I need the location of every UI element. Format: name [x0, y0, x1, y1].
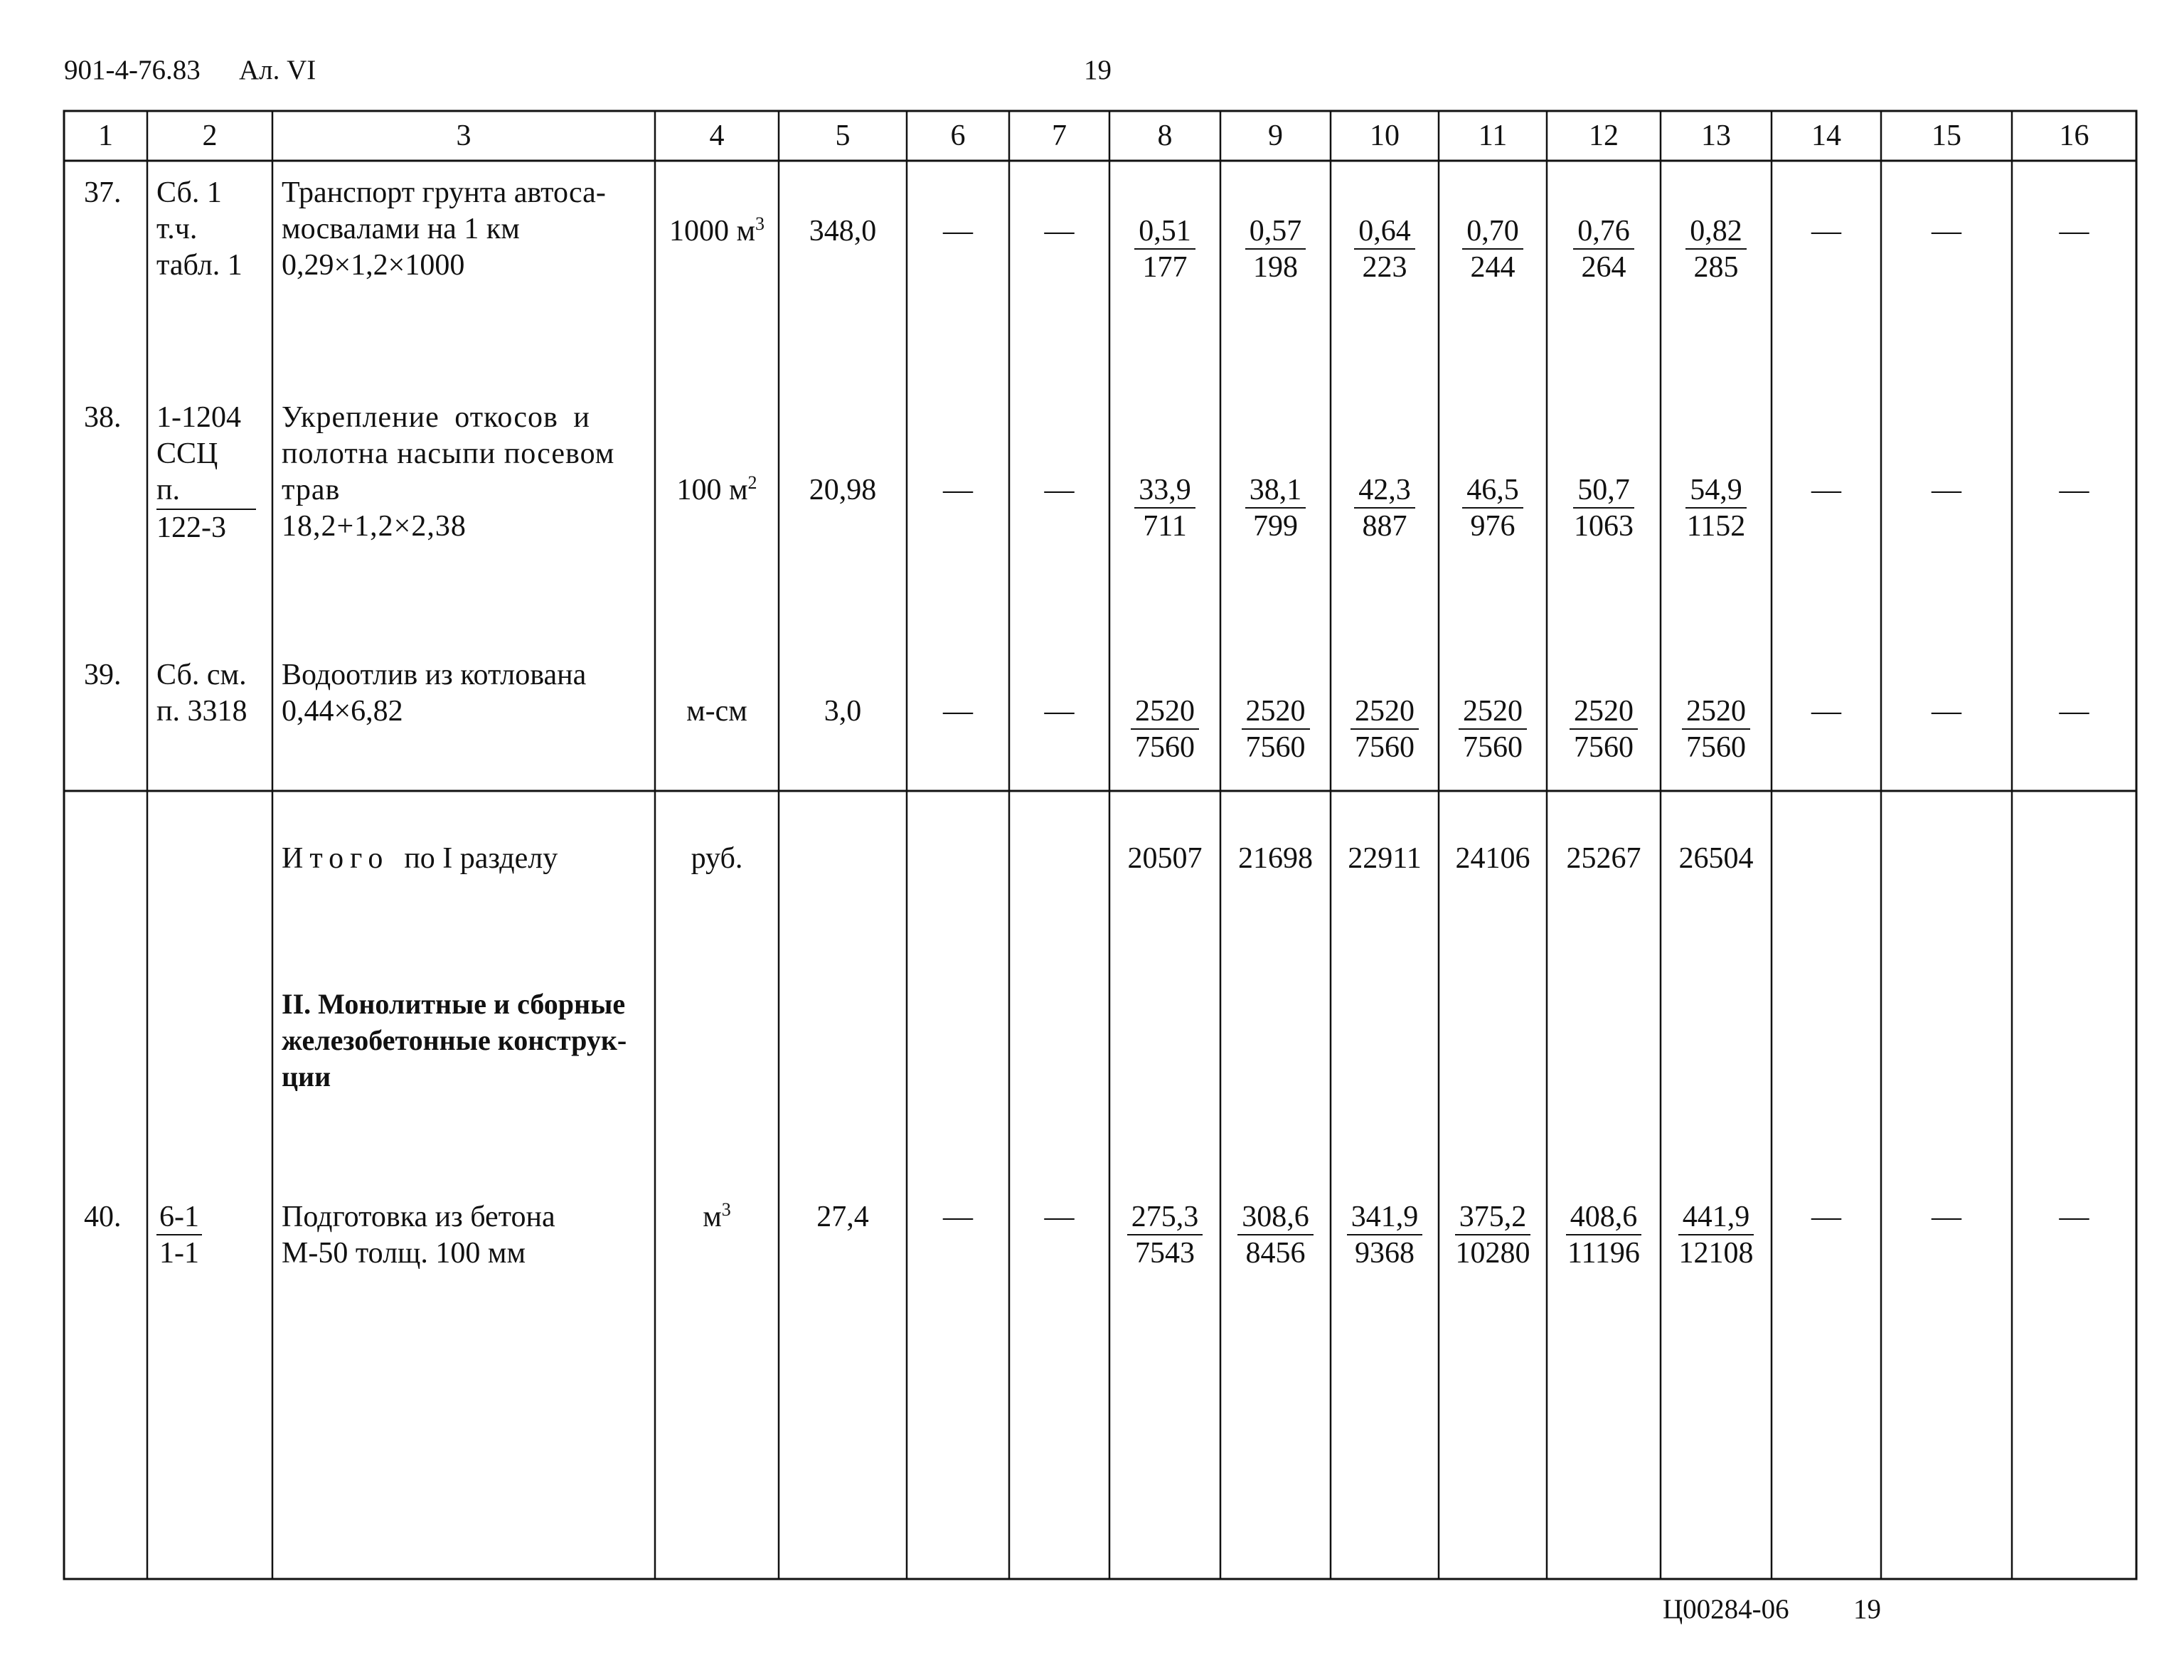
dash-cell: — [1044, 474, 1075, 506]
column-header: 7 [1052, 119, 1067, 152]
fraction-cell: $\frac{46,5}{976}$ [1439, 472, 1547, 544]
fraction-cell: $\frac{0,57}{198}$ [1220, 213, 1331, 285]
quantity-cell: 27,4 [816, 1201, 869, 1233]
column-header: 9 [1268, 119, 1283, 152]
dash-cell: — [2059, 215, 2089, 248]
column-header: 16 [2059, 119, 2089, 152]
work-description: Водоотлив из котлована 0,44×6,82 [282, 659, 587, 728]
unit-cell: $м^3$ [703, 1199, 731, 1233]
column-header: 12 [1589, 119, 1619, 152]
total-value: 25267 [1566, 842, 1641, 875]
dash-cell: — [1044, 695, 1075, 728]
dash-cell: — [2059, 474, 2089, 506]
dash-cell: — [2059, 1201, 2089, 1233]
album-label: Ал. VI [239, 55, 316, 85]
fraction-cell: $\frac{341,9}{9368}$ [1331, 1199, 1439, 1271]
dash-cell: — [1811, 1201, 1841, 1233]
dash-cell: — [943, 474, 973, 506]
fraction-cell: $\frac{2520}{7560}$ [1220, 693, 1331, 765]
total-value: 20507 [1127, 842, 1203, 875]
fraction-cell: $\frac{33,9}{711}$ [1109, 472, 1220, 544]
reference-cell: Сб. 1 т.ч. табл. 1 [156, 176, 243, 282]
section-heading: II. Монолитные и сборные железобетонные конструк- ции [282, 988, 627, 1092]
fraction-cell: $\frac{0,82}{285}$ [1661, 213, 1772, 285]
dash-cell: — [1811, 215, 1841, 248]
dash-cell: — [943, 695, 973, 728]
fraction-cell: $\frac{308,6}{8456}$ [1220, 1199, 1331, 1271]
fraction-cell: $\frac{50,7}{1063}$ [1574, 474, 1634, 543]
work-description: Подготовка из бетона М-50 толщ. 100 мм [282, 1201, 555, 1270]
column-header: 10 [1370, 119, 1400, 152]
column-header: 14 [1811, 119, 1841, 152]
column-header: 15 [1932, 119, 1961, 152]
total-value: 24106 [1455, 842, 1530, 875]
fraction-cell: $\frac{275,3}{7543}$ [1109, 1199, 1220, 1271]
fraction-cell: $\frac{2520}{7560}$ [1547, 693, 1661, 765]
fraction-cell: $\frac{0,64}{223}$ [1331, 213, 1439, 285]
sheet-code: Ц00284-06 [1663, 1594, 1789, 1625]
total-value: 26504 [1678, 842, 1754, 875]
fraction-cell: $\frac{0,51}{177}$ [1109, 213, 1220, 285]
column-header: 8 [1157, 119, 1173, 152]
page-number: 19 [1084, 55, 1112, 85]
dash-cell: — [1044, 215, 1075, 248]
dash-cell: — [1811, 695, 1841, 728]
quantity-cell: 3,0 [824, 695, 862, 728]
fraction-cell: $\frac{38,1}{799}$ [1220, 472, 1331, 544]
unit-cell: 1000 $м^3$ [668, 213, 765, 248]
row-number: 38. [84, 401, 122, 434]
column-header: 4 [709, 119, 725, 152]
footer-page-number: 19 [1853, 1594, 1881, 1625]
column-header: 1 [98, 119, 113, 152]
total-unit: руб. [691, 842, 743, 875]
fraction-cell: $\frac{2520}{7560}$ [1109, 693, 1220, 765]
column-header: 6 [950, 119, 966, 152]
dash-cell: — [943, 215, 973, 248]
dash-cell: — [1932, 474, 1961, 506]
unit-cell: м-см [686, 695, 747, 728]
fraction-cell: $\frac{441,9}{12108}$ [1678, 1201, 1754, 1270]
column-header: 13 [1701, 119, 1731, 152]
fraction-cell: $\frac{375,2}{10280}$ [1455, 1201, 1530, 1270]
fraction-cell: $\frac{2520}{7560}$ [1331, 693, 1439, 765]
total-value: 22911 [1348, 842, 1422, 875]
row-number: 40. [84, 1201, 122, 1233]
dash-cell: — [943, 1201, 973, 1233]
work-description: Укрепление откосов и полотна насыпи посевом трав 18,2+1,2×2,38 [282, 401, 615, 543]
work-description: Транспорт грунта автоса- мосвалами на 1 км 0,29×1,2×1000 [282, 176, 606, 282]
fraction-cell: $\frac{2520}{7560}$ [1439, 693, 1547, 765]
fraction-cell: $\frac{54,9}{1152}$ [1686, 474, 1746, 543]
quantity-cell: 20,98 [809, 474, 877, 506]
dash-cell: — [1932, 215, 1961, 248]
total-value: 21698 [1238, 842, 1313, 875]
fraction-cell: $\frac{42,3}{887}$ [1331, 472, 1439, 544]
fraction-cell: $\frac{0,76}{264}$ [1547, 213, 1661, 285]
fraction-cell: $\frac{0,70}{244}$ [1439, 213, 1547, 285]
reference-cell: 1-1204 ССЦ п. 122-3 [156, 400, 256, 546]
dash-cell: — [1932, 695, 1961, 728]
unit-cell: 100 $м^2$ [676, 472, 757, 506]
column-header: 5 [835, 119, 851, 152]
dash-cell: — [1932, 1201, 1961, 1233]
column-header: 11 [1478, 119, 1508, 152]
fraction-cell: $\frac{408,6}{11196}$ [1547, 1199, 1661, 1271]
reference-cell: $\frac{6-1}{1-1}$ [151, 1199, 208, 1271]
reference-cell: Сб. см. п. 3318 [156, 659, 247, 728]
document-code: 901-4-76.83 [64, 55, 201, 85]
fraction-cell: $\frac{2520}{7560}$ [1661, 693, 1772, 765]
column-header: 3 [456, 119, 472, 152]
dash-cell: — [1811, 474, 1841, 506]
dash-cell: — [2059, 695, 2089, 728]
row-number: 37. [84, 176, 122, 209]
dash-cell: — [1044, 1201, 1075, 1233]
quantity-cell: 348,0 [809, 215, 877, 248]
total-label: Итого по I разделу [282, 842, 558, 875]
row-number: 39. [84, 659, 122, 691]
column-header: 2 [202, 119, 218, 152]
